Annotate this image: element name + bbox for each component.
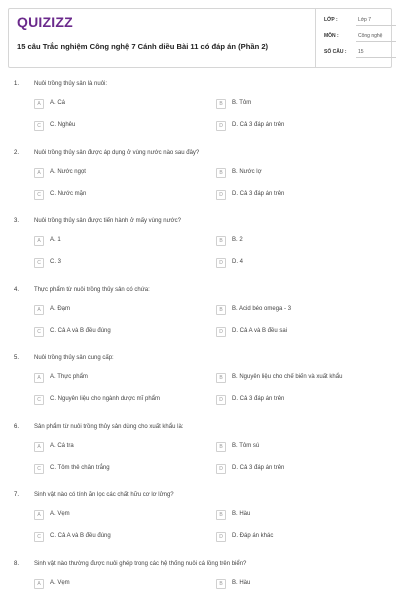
question-text: Nuôi trồng thủy sản cung cấp: [34, 355, 114, 361]
answer-option-b[interactable] [216, 373, 386, 385]
option-text: B. Hàu [232, 511, 251, 517]
question-number: 1. [14, 81, 20, 87]
option-text: B. 2 [232, 237, 243, 243]
meta-value: Công nghệ [358, 33, 383, 39]
answer-option-a[interactable] [34, 305, 204, 317]
option-letter-box[interactable]: B [216, 236, 226, 246]
answer-option-d[interactable] [216, 532, 386, 544]
question-text: Nuôi trồng thủy sản được tiến hành ở mấy vùng nước? [34, 218, 181, 224]
question-text: Nuôi trồng thủy sản được áp dụng ở vùng nước nào sau đây? [34, 149, 200, 156]
worksheet-title: 15 câu Trắc nghiệm Công nghệ 7 Cánh diều Bài 11 có đáp án (Phần 2) [17, 42, 269, 51]
option-letter-box[interactable]: A [34, 442, 44, 452]
option-letter-box[interactable]: D [216, 532, 226, 542]
option-text: C. Tôm thẻ chân trắng [50, 464, 110, 471]
answer-option-b[interactable] [216, 168, 386, 180]
option-letter-box[interactable]: A [34, 579, 44, 589]
option-text: D. Đáp án khác [232, 533, 274, 539]
option-text: B. Hàu [232, 579, 251, 586]
option-text: A. Đạm [50, 305, 71, 312]
option-text: C. Cả A và B đều đúng [50, 327, 111, 334]
option-letter-box[interactable]: C [34, 190, 44, 200]
option-text: D. Cả 3 đáp án trên [232, 122, 285, 128]
meta-label: LỚP : [324, 17, 338, 23]
option-letter-box[interactable]: A [34, 373, 44, 383]
question-number: 2. [14, 149, 20, 156]
answer-option-d[interactable] [216, 121, 386, 133]
option-text: B. Acid béo omega - 3 [232, 305, 292, 312]
meta-underline [356, 41, 396, 42]
meta-label: SỐ CÂU : [324, 49, 347, 55]
option-letter-box[interactable]: B [216, 510, 226, 520]
option-text: A. Vẹm [50, 511, 70, 517]
option-letter-box[interactable]: D [216, 327, 226, 337]
quizizz-logo: QUIZIZZ [17, 14, 73, 30]
meta-underline [356, 25, 396, 26]
option-text: A. Nước ngọt [50, 168, 86, 175]
option-text: C. Cả A và B đều đúng [50, 533, 111, 539]
answer-option-d[interactable] [216, 395, 386, 407]
option-text: A. 1 [50, 237, 61, 243]
answer-option-c[interactable] [34, 464, 204, 476]
answer-option-b[interactable] [216, 510, 386, 522]
option-letter-box[interactable]: C [34, 258, 44, 268]
answer-option-c[interactable] [34, 190, 204, 202]
option-letter-box[interactable]: B [216, 442, 226, 452]
answer-option-b[interactable] [216, 442, 386, 454]
answer-option-d[interactable] [216, 190, 386, 202]
option-letter-box[interactable]: A [34, 99, 44, 109]
answer-option-a[interactable] [34, 579, 204, 591]
option-text: B. Tôm [232, 100, 252, 106]
option-letter-box[interactable]: D [216, 258, 226, 268]
option-letter-box[interactable]: D [216, 190, 226, 200]
question-number: 8. [14, 560, 20, 567]
option-text: A. Vẹm [50, 579, 70, 586]
meta-label: MÔN : [324, 33, 339, 39]
option-text: B. Nguyên liệu cho chế biến và xuất khẩu [232, 374, 343, 380]
option-letter-box[interactable]: C [34, 532, 44, 542]
option-text: C. Nghêu [50, 122, 76, 128]
answer-option-b[interactable] [216, 305, 386, 317]
answer-option-c[interactable] [34, 327, 204, 339]
question-text: Sinh vật nào có tính ăn lọc các chất hữu cơ lơ lửng? [34, 492, 174, 498]
answer-option-b[interactable] [216, 236, 386, 248]
option-letter-box[interactable]: B [216, 373, 226, 383]
answer-option-a[interactable] [34, 168, 204, 180]
answer-option-a[interactable] [34, 373, 204, 385]
question-text: Thực phẩm từ nuôi trồng thủy sản có chứa: [34, 286, 150, 293]
answer-option-b[interactable] [216, 579, 386, 591]
option-letter-box[interactable]: A [34, 305, 44, 315]
option-text: A. Cá tra [50, 442, 74, 449]
meta-info [315, 9, 393, 67]
option-letter-box[interactable]: C [34, 327, 44, 337]
option-text: C. Nguyên liệu cho ngành dược mĩ phẩm [50, 396, 161, 402]
option-text: D. Cả A và B đều sai [232, 327, 288, 334]
option-text: D. Cả 3 đáp án trên [232, 190, 285, 197]
meta-value: 15 [358, 49, 364, 55]
question-number: 4. [14, 286, 20, 293]
answer-option-a[interactable] [34, 236, 204, 248]
answer-option-c[interactable] [34, 258, 204, 270]
answer-option-d[interactable] [216, 327, 386, 339]
meta-count [324, 49, 390, 61]
question-number: 6. [14, 423, 20, 430]
question-text: Nuôi trồng thủy sản là nuôi: [34, 81, 108, 87]
option-letter-box[interactable]: B [216, 579, 226, 589]
question-number: 5. [14, 355, 20, 361]
answer-option-d[interactable] [216, 464, 386, 476]
answer-option-d[interactable] [216, 258, 386, 270]
option-text: B. Tôm sú [232, 442, 260, 449]
answer-option-b[interactable] [216, 99, 386, 111]
option-letter-box[interactable]: D [216, 395, 226, 405]
meta-underline [356, 57, 396, 58]
question-text: Sản phẩm từ nuôi trồng thủy sản dùng cho xuất khẩu là: [34, 423, 184, 430]
answer-option-c[interactable] [34, 395, 204, 407]
option-text: A. Cá [50, 100, 66, 106]
option-letter-box[interactable]: D [216, 121, 226, 131]
option-letter-box[interactable]: A [34, 510, 44, 520]
option-letter-box[interactable]: B [216, 305, 226, 315]
answer-option-a[interactable] [34, 99, 204, 111]
option-letter-box[interactable]: C [34, 395, 44, 405]
option-letter-box[interactable]: A [34, 236, 44, 246]
answer-option-c[interactable] [34, 532, 204, 544]
option-text: D. Cả 3 đáp án trên [232, 464, 285, 471]
option-text: D. 4 [232, 259, 244, 265]
option-text: C. 3 [50, 259, 62, 265]
option-text: D. Cả 3 đáp án trên [232, 396, 285, 402]
question-number: 7. [14, 492, 20, 498]
answer-option-c[interactable] [34, 121, 204, 133]
meta-subject [324, 33, 390, 45]
question-number: 3. [14, 218, 20, 224]
option-text: A. Thực phẩm [50, 374, 88, 380]
option-text: B. Nước lợ [232, 168, 262, 175]
option-letter-box[interactable]: C [34, 464, 44, 474]
answer-option-a[interactable] [34, 510, 204, 522]
option-letter-box[interactable]: D [216, 464, 226, 474]
option-letter-box[interactable]: B [216, 99, 226, 109]
meta-value: Lớp 7 [358, 17, 372, 23]
answer-option-a[interactable] [34, 442, 204, 454]
question-text: Sinh vật nào thường được nuôi ghép trong các hệ thống nuôi cá lồng trên biển? [34, 560, 247, 567]
option-letter-box[interactable]: B [216, 168, 226, 178]
option-letter-box[interactable]: C [34, 121, 44, 131]
meta-class [324, 17, 390, 29]
option-letter-box[interactable]: A [34, 168, 44, 178]
worksheet-header [8, 8, 392, 68]
option-text: C. Nước mặn [50, 190, 87, 197]
